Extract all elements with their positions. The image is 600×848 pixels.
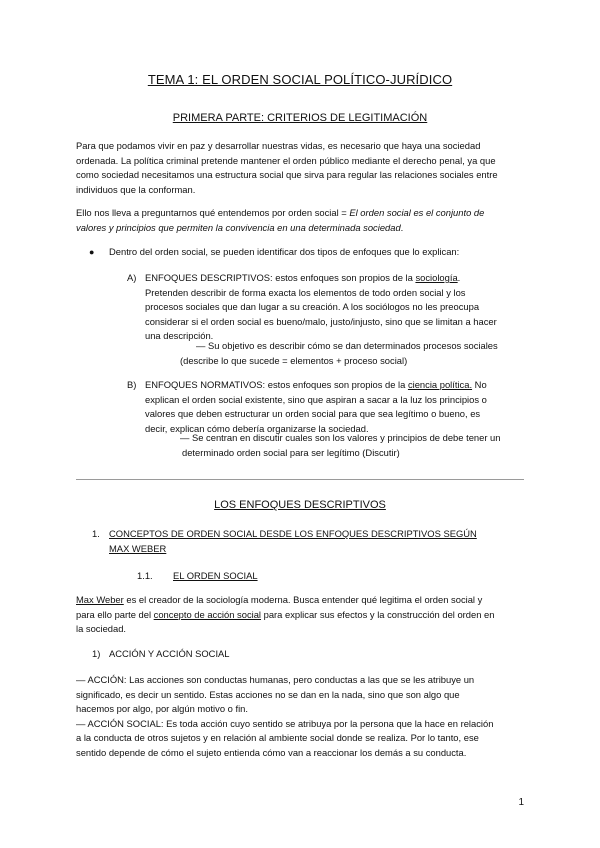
text-line (76, 206, 536, 221)
plain-text: . (400, 221, 404, 233)
max-weber-link[interactable]: Max Weber (76, 594, 124, 605)
bullet-icon: ● (89, 247, 95, 257)
text-line (145, 271, 525, 286)
weber-paragraph (76, 593, 536, 637)
accion-social-link[interactable]: concepto de acción social (153, 608, 262, 620)
text-line: como sociedad necesitamos una estructura social que sirva para regular las relaciones sociales entre (76, 169, 498, 180)
list-marker: 1.1. (137, 570, 153, 581)
text-line: — ACCIÓN: Las acciones son conductas humanas, pero conductas a las que se les atribuye un (76, 674, 475, 685)
text-line: valores que deben estructurar un orden social para que sea legítimo o bueno, es (145, 408, 481, 419)
text-line (76, 593, 536, 608)
plain-text: Ello nos lleva a preguntarnos qué entendemos por orden social = (76, 207, 350, 218)
text-line: ordenada. La política criminal pretende mantener el orden público mediante el derecho penal, ya que (76, 154, 496, 166)
text-line: decir, explican cómo debería organizarse la sociedad. (145, 422, 369, 434)
list-item-normative (145, 378, 535, 436)
list-marker: B) (127, 379, 137, 390)
text-line: hacemos por algo, por algún motivo o fin. (76, 703, 248, 714)
text-line: MAX WEBER (109, 542, 167, 554)
accion-heading: ACCIÓN Y ACCIÓN SOCIAL (109, 648, 230, 659)
sociologia-link[interactable]: sociología (415, 272, 458, 283)
text-line: la sociedad. (76, 623, 127, 634)
plain-text: es el creador de la sociología moderna. Busca entender qué legitima el orden social y (123, 594, 483, 605)
text-line: — ACCIÓN SOCIAL: Es toda acción cuyo sentido se atribuya por la persona que la hace en relación (76, 717, 494, 729)
page-title: TEMA 1: EL ORDEN SOCIAL POLÍTICO-JURÍDICO (147, 72, 453, 87)
page-number: 1 (518, 797, 524, 808)
bullet-text: Dentro del orden social, se pueden identificar dos tipos de enfoques que lo explican: (109, 246, 460, 257)
section-heading: LOS ENFOQUES DESCRIPTIVOS (214, 499, 386, 511)
plain-text: ENFOQUES NORMATIVOS: estos enfoques son propios de la (145, 379, 408, 390)
normative-note (180, 431, 530, 460)
text-line: individuos que la conforman. (76, 183, 196, 195)
ciencia-politica-link[interactable]: ciencia política. (407, 379, 473, 390)
accion-paragraph (76, 673, 536, 760)
plain-text: para explicar sus efectos y la construcción del orden en (261, 608, 495, 620)
text-line: explican el orden social existente, sino que aspiran a sacar a la luz los principios o (145, 393, 487, 405)
definition-text: valores y principios que permiten la convivencia en una determinada sociedad (76, 221, 401, 233)
section-subtitle: PRIMERA PARTE: CRITERIOS DE LEGITIMACIÓN (172, 112, 428, 124)
definition-paragraph (76, 206, 536, 235)
text-line: determinado orden social para ser legítimo (Discutir) (182, 446, 400, 458)
intro-paragraph (76, 139, 536, 197)
text-line (76, 221, 536, 236)
list-item-descriptive (145, 271, 525, 344)
list-marker: 1. (92, 528, 100, 539)
list-marker: 1) (92, 648, 101, 659)
plain-text: No (472, 379, 487, 390)
plain-text: . (457, 272, 461, 283)
descriptive-note (180, 339, 530, 368)
text-line: — Su objetivo es describir cómo se dan determinados procesos sociales (196, 340, 498, 351)
definition-text: El orden social es el conjunto de (349, 207, 485, 218)
text-line: (describe lo que sucede = elementos + proceso social) (180, 354, 408, 366)
text-line: procesos sociales que dan lugar a su creación. A los sociólogos no les preocupa (145, 301, 480, 312)
text-line: considerar si el orden social es bueno/malo, justo/injusto, sino que se limitan a hacer (145, 315, 497, 327)
plain-text: ENFOQUES DESCRIPTIVOS: estos enfoques son propios de la (145, 272, 416, 283)
text-line: — Se centran en discutir cuales son los valores y principios de debe tener un (180, 432, 501, 443)
horizontal-divider (76, 479, 524, 480)
text-line: sentido depende de cómo el sujeto entienda cómo van a reaccionar los demás a su conducta. (76, 746, 467, 758)
text-line: a la conducta de otros sujetos y en relación al ambiente social donde se realiza. Por lo tanto, ese (76, 732, 479, 743)
list-marker: A) (127, 272, 137, 283)
text-line (145, 378, 535, 393)
text-line: una descripción. (145, 330, 214, 341)
text-line: significado, es decir un sentido. Estas acciones no se dan en la nada, sino que son algo que (76, 688, 460, 700)
text-line: Para que podamos vivir en paz y desarrollar nuestras vidas, es necesario que haya una sociedad (76, 140, 481, 151)
text-line (76, 608, 536, 623)
text-line: CONCEPTOS DE ORDEN SOCIAL DESDE LOS ENFOQUES DESCRIPTIVOS SEGÚN (109, 528, 477, 539)
plain-text: para ello parte del (76, 608, 154, 620)
weber-concepts-heading (109, 527, 529, 556)
orden-social-heading: EL ORDEN SOCIAL (173, 570, 258, 581)
text-line: Pretenden describir de forma exacta los elementos de todo orden social y los (145, 286, 466, 298)
